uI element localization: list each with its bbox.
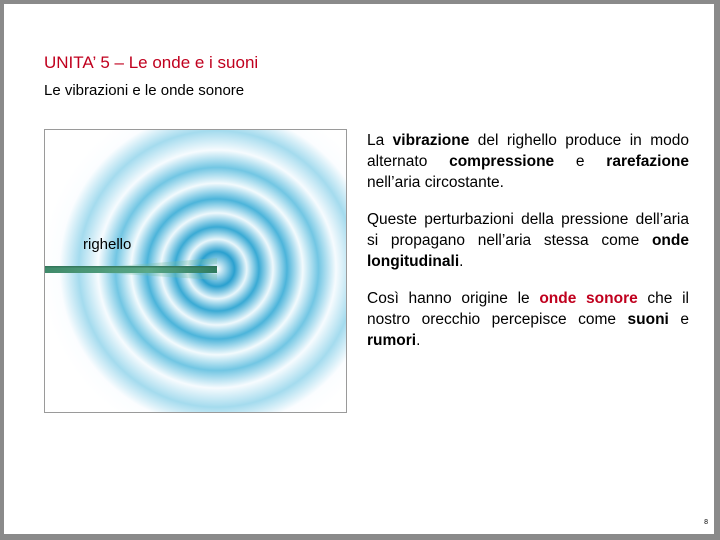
paragraph: [367, 130, 689, 193]
text-run: che il nostro orecchio percepisce come: [367, 290, 689, 328]
ruler-label: righello: [83, 236, 132, 253]
bold-term: suoni: [627, 311, 669, 328]
bold-term: onde longitudinali: [367, 232, 689, 270]
bold-term: rarefazione: [606, 153, 689, 170]
slide: [4, 4, 714, 534]
text-run: del righello produce in modo alternato: [367, 132, 689, 170]
text-run: .: [459, 253, 464, 270]
text-run: e: [668, 311, 689, 328]
bold-term: onde sonore: [539, 290, 638, 307]
text-run: Queste perturbazioni della pressione dell’aria si propagano nell’aria stessa come: [367, 211, 689, 249]
text-run: Così hanno origine le: [367, 290, 540, 307]
paragraph: [367, 209, 689, 272]
explanation-text: [367, 130, 689, 351]
text-run: La: [367, 132, 393, 149]
text-run: e: [554, 153, 607, 170]
page-number: 8: [704, 519, 708, 526]
bold-term: vibrazione: [392, 132, 470, 149]
sound-wave-illustration: [45, 130, 346, 412]
text-run: nell’aria circostante.: [367, 174, 504, 191]
wave-figure: [44, 129, 347, 413]
slide-subtitle: Le vibrazioni e le onde sonore: [44, 82, 245, 99]
ruler-edge: [45, 266, 217, 268]
text-run: .: [416, 332, 421, 349]
bold-term: rumori: [367, 332, 417, 349]
bold-term: compressione: [449, 153, 555, 170]
slide-title: UNITA’ 5 – Le onde e i suoni: [44, 53, 259, 72]
paragraph: [367, 288, 689, 351]
